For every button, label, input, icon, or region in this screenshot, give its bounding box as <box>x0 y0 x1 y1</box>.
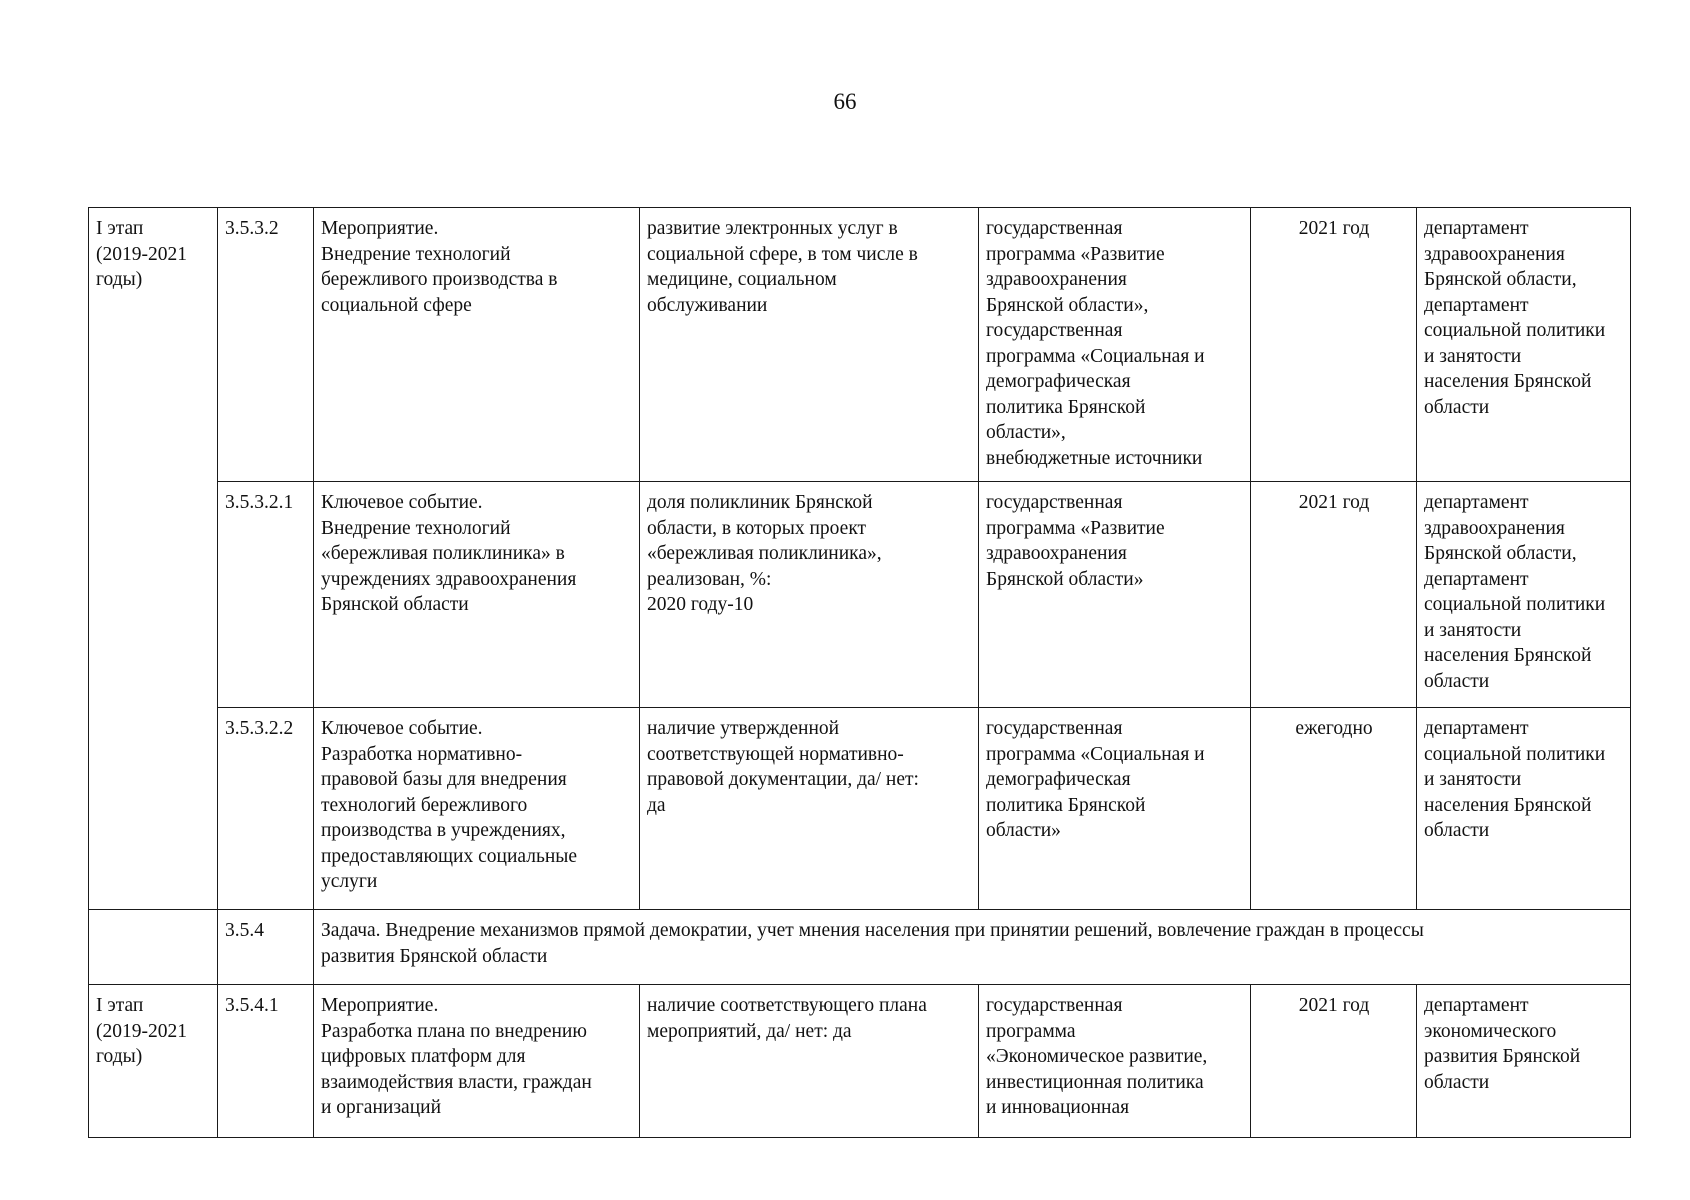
number-cell: 3.5.3.2 <box>218 208 314 482</box>
cell-text-line: государственная <box>986 320 1123 341</box>
stage-cell <box>89 985 218 1138</box>
cell-text-line: социальной политики <box>1424 743 1606 765</box>
cell-text-line: Задача. Внедрение механизмов прямой демократии, учет мнения населения при принятии решений, вовлечение граждан в процессы <box>321 920 1424 941</box>
cell-text-line: «бережливая поликлиника» в <box>321 543 565 564</box>
cell-text-line: правовой базы для внедрения <box>321 769 567 790</box>
stage-cell <box>89 208 218 910</box>
cell-text-line: «Экономическое развитие, <box>986 1046 1208 1067</box>
number-cell: 3.5.3.2.2 <box>218 708 314 910</box>
cell-text-line: Брянской области, <box>1424 543 1577 564</box>
cell-text-line: программа <box>986 1020 1076 1042</box>
cell-text-line: экономического <box>1424 1020 1557 1042</box>
cell-text-line: программа «Социальная и <box>986 743 1205 765</box>
cell-text-line: программа «Развитие <box>986 517 1165 539</box>
cell-text-line: демографическая <box>986 371 1131 392</box>
cell-text-line: социальной политики <box>1424 320 1606 341</box>
cell-text-line: (2019-2021 <box>96 243 187 265</box>
cell-text-line: Брянской области, <box>1424 269 1577 290</box>
cell-text-line: и занятости <box>1424 769 1522 790</box>
cell-text-line: обслуживании <box>647 294 768 316</box>
page-number: 66 <box>833 89 857 114</box>
cell-text-line: Разработка нормативно- <box>321 743 523 765</box>
indicator-cell <box>640 208 979 482</box>
cell-text-line: Внедрение технологий <box>321 243 511 265</box>
cell-text-line: реализован, %: <box>647 568 772 590</box>
cell-text-line: цифровых платформ для <box>321 1046 526 1067</box>
cell-text-line: учреждениях здравоохранения <box>321 568 577 590</box>
executor-cell <box>1417 985 1631 1138</box>
table-row <box>89 482 1631 708</box>
cell-text-line: области», <box>986 422 1066 443</box>
funding-source-cell <box>979 708 1251 910</box>
funding-source-cell <box>979 208 1251 482</box>
cell-text-line: Мероприятие. <box>321 995 439 1016</box>
cell-text-line: развития Брянской <box>1424 1046 1581 1067</box>
cell-text-line: государственная <box>986 492 1123 513</box>
cell-text-line: годы) <box>96 269 143 290</box>
cell-text-line: соответствующей нормативно- <box>647 743 904 765</box>
indicator-cell <box>640 708 979 910</box>
cell-text-line: Внедрение технологий <box>321 517 511 539</box>
cell-text-line: медицине, социальном <box>647 269 837 290</box>
cell-text-line: годы) <box>96 1046 143 1067</box>
cell-text-line: и инновационная <box>986 1097 1130 1118</box>
term-cell: 2021 год <box>1251 208 1417 482</box>
cell-text-line: департамент <box>1424 995 1529 1016</box>
cell-text-line: департамент <box>1424 568 1529 590</box>
cell-text-line: Мероприятие. <box>321 218 439 239</box>
number-cell: 3.5.4 <box>218 910 314 985</box>
term-cell: 2021 год <box>1251 985 1417 1138</box>
stage-cell <box>89 910 218 985</box>
cell-text-line: бережливого производства в <box>321 269 558 290</box>
cell-text-line: государственная <box>986 218 1123 239</box>
cell-text-line: наличие утвержденной <box>647 718 840 739</box>
cell-text-line: программа «Развитие <box>986 243 1165 265</box>
cell-text-line: I этап <box>96 995 144 1016</box>
cell-text-line: социальной сфере <box>321 294 472 316</box>
cell-text-line: услуги <box>321 871 378 892</box>
cell-text-line: Брянской области <box>321 594 469 615</box>
number-cell: 3.5.4.1 <box>218 985 314 1138</box>
cell-text-line: области <box>1424 1071 1490 1093</box>
cell-text-line: социальной сфере, в том числе в <box>647 243 918 265</box>
cell-text-line: внебюджетные источники <box>986 447 1203 469</box>
table-row <box>89 208 1631 482</box>
cell-text-line: области <box>1424 670 1490 692</box>
cell-text-line: «бережливая поликлиника», <box>647 543 882 564</box>
activity-cell <box>314 482 640 708</box>
cell-text-line: политика Брянской <box>986 396 1146 418</box>
cell-text-line: Ключевое событие. <box>321 718 483 739</box>
activity-cell <box>314 708 640 910</box>
cell-text-line: предоставляющих социальные <box>321 845 578 867</box>
cell-text-line: развитие электронных услуг в <box>647 218 898 239</box>
cell-text-line: инвестиционная политика <box>986 1071 1204 1093</box>
cell-text-line: и занятости <box>1424 345 1522 367</box>
cell-text-line: социальной политики <box>1424 594 1606 615</box>
cell-text-line: взаимодействия власти, граждан <box>321 1071 592 1093</box>
cell-text-line: наличие соответствующего плана <box>647 995 927 1016</box>
task-cell <box>314 910 1631 985</box>
cell-text-line: развития Брянской области <box>321 945 548 967</box>
executor-cell <box>1417 482 1631 708</box>
cell-text-line: демографическая <box>986 769 1131 790</box>
cell-text-line: департамент <box>1424 218 1529 239</box>
cell-text-line: здравоохранения <box>986 543 1127 564</box>
term-cell: 2021 год <box>1251 482 1417 708</box>
cell-text-line: Ключевое событие. <box>321 492 483 513</box>
cell-text-line: области, в которых проект <box>647 517 867 539</box>
activities-table <box>88 207 1631 1138</box>
cell-text-line: программа «Социальная и <box>986 345 1205 367</box>
cell-text-line: населения Брянской <box>1424 794 1592 816</box>
cell-text-line: здравоохранения <box>986 269 1127 290</box>
indicator-cell <box>640 985 979 1138</box>
cell-text-line: и организаций <box>321 1097 441 1118</box>
cell-text-line: мероприятий, да/ нет: да <box>647 1020 852 1042</box>
activity-cell <box>314 985 640 1138</box>
cell-text-line: здравоохранения <box>1424 517 1565 539</box>
activity-cell <box>314 208 640 482</box>
cell-text-line: (2019-2021 <box>96 1020 187 1042</box>
cell-text-line: государственная <box>986 718 1123 739</box>
cell-text-line: да <box>647 794 666 816</box>
cell-text-line: государственная <box>986 995 1123 1016</box>
cell-text-line: технологий бережливого <box>321 794 528 816</box>
cell-text-line: населения Брянской <box>1424 371 1592 392</box>
table-row <box>89 985 1631 1138</box>
cell-text-line: Брянской области», <box>986 294 1149 316</box>
executor-cell <box>1417 708 1631 910</box>
number-cell: 3.5.3.2.1 <box>218 482 314 708</box>
table-row <box>89 708 1631 910</box>
cell-text-line: области <box>1424 396 1490 418</box>
cell-text-line: правовой документации, да/ нет: <box>647 769 919 790</box>
cell-text-line: департамент <box>1424 294 1529 316</box>
cell-text-line: департамент <box>1424 718 1529 739</box>
term-cell: ежегодно <box>1251 708 1417 910</box>
cell-text-line: департамент <box>1424 492 1529 513</box>
cell-text-line: доля поликлиник Брянской <box>647 492 873 513</box>
executor-cell <box>1417 208 1631 482</box>
cell-text-line: и занятости <box>1424 619 1522 641</box>
cell-text-line: политика Брянской <box>986 794 1146 816</box>
cell-text-line: I этап <box>96 218 144 239</box>
cell-text-line: Разработка плана по внедрению <box>321 1020 587 1042</box>
cell-text-line: населения Брянской <box>1424 645 1592 666</box>
cell-text-line: здравоохранения <box>1424 243 1565 265</box>
funding-source-cell <box>979 985 1251 1138</box>
indicator-cell <box>640 482 979 708</box>
table-row <box>89 910 1631 985</box>
cell-text-line: производства в учреждениях, <box>321 820 566 841</box>
cell-text-line: области» <box>986 820 1061 841</box>
cell-text-line: 2020 году-10 <box>647 594 754 615</box>
funding-source-cell <box>979 482 1251 708</box>
cell-text-line: Брянской области» <box>986 568 1144 590</box>
cell-text-line: области <box>1424 820 1490 841</box>
